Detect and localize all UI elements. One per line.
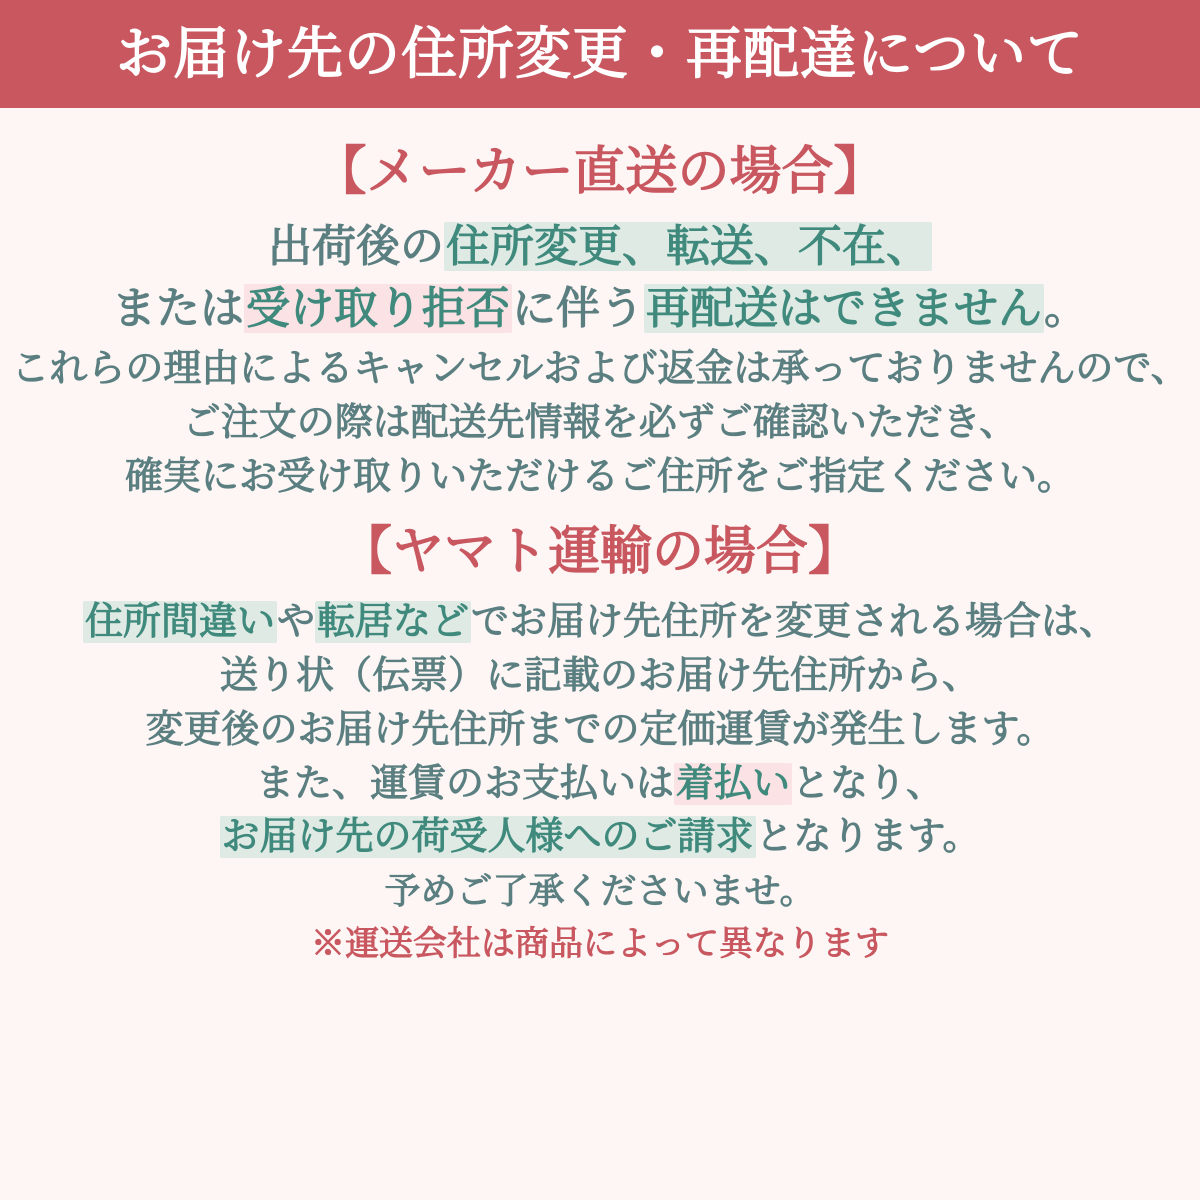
maker-line-2-part-3: に伴う — [512, 283, 644, 333]
maker-line-2-part-2: 受け取り拒否 — [246, 283, 510, 333]
page-title: お届け先の住所変更・再配達について — [116, 22, 1084, 85]
spacer — [0, 108, 1200, 118]
yamato-line-5-part-1: お届け先の荷受人様へのご請求 — [221, 816, 754, 859]
yamato-line-3: 変更後のお届け先住所までの定価運賃が発生します。 — [145, 708, 1055, 751]
yamato-line-4-part-3: となり、 — [792, 762, 945, 805]
maker-line-2-part-1: または — [112, 283, 244, 333]
yamato-line-4 — [0, 761, 1200, 809]
maker-line-4: ご注文の際は配送先情報を必ずご確認いただき、 — [182, 401, 1018, 444]
maker-line-5: 確実にお受け取りいただけるご住所をご指定ください。 — [124, 455, 1075, 498]
yamato-line-1-part-3: 転居など — [317, 600, 470, 643]
maker-line-2-part-5: 。 — [1044, 283, 1088, 333]
maker-line-2 — [0, 281, 1200, 336]
section-heading-yamato: 【ヤマト運輸の場合】 — [339, 522, 860, 581]
yamato-line-1-part-4: でお届け先住所を変更される場合は、 — [471, 600, 1118, 643]
yamato-line-2: 送り状（伝票）に記載のお届け先住所から、 — [219, 654, 980, 697]
section-heading-maker: 【メーカー直送の場合】 — [314, 143, 886, 201]
header-banner — [0, 0, 1200, 108]
spacer — [0, 336, 1200, 346]
footnote: ※運送会社は商品によって異なります — [311, 924, 889, 963]
yamato-line-4-part-2: 着払い — [675, 762, 790, 805]
spacer — [0, 201, 1200, 219]
maker-line-2-part-4: 再配送はできません — [646, 283, 1042, 333]
yamato-line-4-part-1: また、運賃のお支払いは — [255, 762, 674, 805]
maker-line-1-part-1: 出荷後の — [268, 222, 444, 272]
yamato-line-5-part-2: となります。 — [755, 816, 981, 859]
maker-line-1-part-2: 住所変更、転送、不在、 — [446, 222, 930, 272]
yamato-line-1-part-2: や — [276, 600, 315, 643]
yamato-line-1 — [0, 599, 1200, 647]
yamato-line-1-part-1: 住所間違い — [84, 600, 275, 643]
spacer — [0, 581, 1200, 599]
maker-line-1 — [0, 219, 1200, 274]
spacer — [0, 914, 1200, 924]
yamato-line-6: 予めご了承くださいませ。 — [384, 870, 816, 912]
yamato-line-5 — [0, 814, 1200, 862]
maker-line-3: これらの理由によるキャンセルおよび返金は承っておりませんので、 — [11, 348, 1189, 391]
notice-body — [0, 108, 1200, 964]
